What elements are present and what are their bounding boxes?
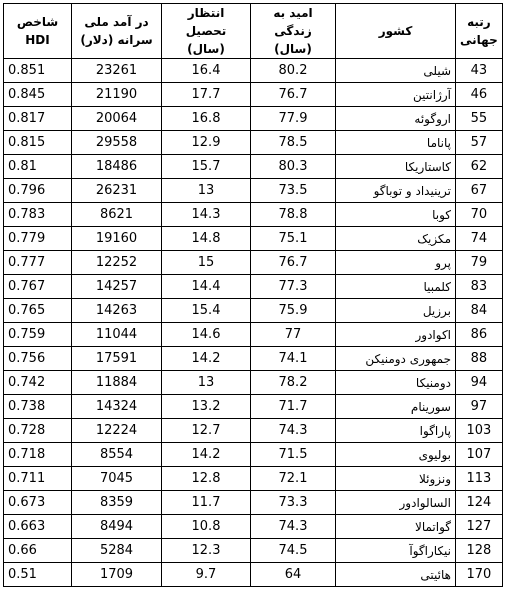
- cell-income: 8554: [72, 443, 162, 467]
- cell-hdi: 0.742: [4, 371, 72, 395]
- cell-income: 14263: [72, 299, 162, 323]
- table-row: [4, 323, 503, 347]
- table-header: [4, 4, 503, 59]
- cell-life-expectancy: 77: [251, 323, 336, 347]
- table-row: [4, 539, 503, 563]
- cell-life-expectancy: 74.3: [251, 515, 336, 539]
- table-row: [4, 107, 503, 131]
- cell-country: بولیوی: [336, 443, 456, 467]
- cell-hdi: 0.711: [4, 467, 72, 491]
- cell-hdi: 0.851: [4, 59, 72, 83]
- cell-rank: 62: [456, 155, 503, 179]
- cell-country: دومنیکا: [336, 371, 456, 395]
- cell-income: 11044: [72, 323, 162, 347]
- cell-income: 18486: [72, 155, 162, 179]
- table-row: [4, 491, 503, 515]
- cell-rank: 97: [456, 395, 503, 419]
- table-row: [4, 83, 503, 107]
- cell-hdi: 0.663: [4, 515, 72, 539]
- cell-income: 8359: [72, 491, 162, 515]
- cell-rank: 83: [456, 275, 503, 299]
- cell-hdi: 0.815: [4, 131, 72, 155]
- header-income: در آمد ملی سرانه (دلار): [72, 4, 162, 59]
- cell-life-expectancy: 76.7: [251, 251, 336, 275]
- cell-hdi: 0.718: [4, 443, 72, 467]
- cell-country: کوبا: [336, 203, 456, 227]
- cell-education-expectancy: 10.8: [162, 515, 251, 539]
- table-row: [4, 179, 503, 203]
- cell-education-expectancy: 14.6: [162, 323, 251, 347]
- cell-education-expectancy: 15: [162, 251, 251, 275]
- cell-rank: 55: [456, 107, 503, 131]
- table-row: [4, 443, 503, 467]
- header-row: [4, 4, 503, 59]
- cell-income: 26231: [72, 179, 162, 203]
- cell-rank: 57: [456, 131, 503, 155]
- table-row: [4, 467, 503, 491]
- table-row: [4, 155, 503, 179]
- cell-hdi: 0.783: [4, 203, 72, 227]
- cell-education-expectancy: 13: [162, 371, 251, 395]
- cell-rank: 46: [456, 83, 503, 107]
- cell-rank: 74: [456, 227, 503, 251]
- cell-country: سورینام: [336, 395, 456, 419]
- cell-life-expectancy: 71.5: [251, 443, 336, 467]
- cell-country: برزیل: [336, 299, 456, 323]
- cell-income: 17591: [72, 347, 162, 371]
- cell-rank: 107: [456, 443, 503, 467]
- cell-income: 21190: [72, 83, 162, 107]
- cell-life-expectancy: 80.2: [251, 59, 336, 83]
- cell-income: 5284: [72, 539, 162, 563]
- cell-life-expectancy: 64: [251, 563, 336, 587]
- cell-rank: 67: [456, 179, 503, 203]
- cell-education-expectancy: 16.4: [162, 59, 251, 83]
- cell-education-expectancy: 14.4: [162, 275, 251, 299]
- cell-country: پاراگوا: [336, 419, 456, 443]
- cell-income: 8494: [72, 515, 162, 539]
- cell-country: اروگوئه: [336, 107, 456, 131]
- cell-education-expectancy: 17.7: [162, 83, 251, 107]
- cell-education-expectancy: 12.9: [162, 131, 251, 155]
- cell-life-expectancy: 74.1: [251, 347, 336, 371]
- table-row: [4, 371, 503, 395]
- cell-life-expectancy: 73.3: [251, 491, 336, 515]
- cell-education-expectancy: 15.4: [162, 299, 251, 323]
- cell-life-expectancy: 74.5: [251, 539, 336, 563]
- cell-education-expectancy: 13: [162, 179, 251, 203]
- table-row: [4, 419, 503, 443]
- cell-education-expectancy: 9.7: [162, 563, 251, 587]
- cell-rank: 127: [456, 515, 503, 539]
- cell-rank: 124: [456, 491, 503, 515]
- cell-country: مکزیک: [336, 227, 456, 251]
- cell-country: نیکاراگوآ: [336, 539, 456, 563]
- table-row: [4, 59, 503, 83]
- cell-rank: 103: [456, 419, 503, 443]
- cell-life-expectancy: 78.5: [251, 131, 336, 155]
- cell-life-expectancy: 78.2: [251, 371, 336, 395]
- cell-income: 19160: [72, 227, 162, 251]
- table-container: [3, 3, 503, 587]
- cell-country: کاستاریکا: [336, 155, 456, 179]
- table-body: [4, 59, 503, 587]
- cell-life-expectancy: 75.9: [251, 299, 336, 323]
- table-row: [4, 347, 503, 371]
- cell-income: 7045: [72, 467, 162, 491]
- table-row: [4, 515, 503, 539]
- cell-hdi: 0.673: [4, 491, 72, 515]
- table-row: [4, 299, 503, 323]
- cell-income: 11884: [72, 371, 162, 395]
- cell-income: 23261: [72, 59, 162, 83]
- cell-hdi: 0.845: [4, 83, 72, 107]
- header-rank: رتبه جهانی: [456, 4, 503, 59]
- cell-education-expectancy: 15.7: [162, 155, 251, 179]
- cell-country: شیلی: [336, 59, 456, 83]
- cell-education-expectancy: 11.7: [162, 491, 251, 515]
- cell-hdi: 0.767: [4, 275, 72, 299]
- cell-income: 1709: [72, 563, 162, 587]
- header-country: کشور: [336, 4, 456, 59]
- cell-country: السالوادور: [336, 491, 456, 515]
- cell-hdi: 0.728: [4, 419, 72, 443]
- cell-education-expectancy: 14.3: [162, 203, 251, 227]
- header-hdi: شاخص HDI: [4, 4, 72, 59]
- cell-rank: 113: [456, 467, 503, 491]
- cell-rank: 79: [456, 251, 503, 275]
- cell-life-expectancy: 77.3: [251, 275, 336, 299]
- cell-hdi: 0.765: [4, 299, 72, 323]
- cell-income: 8621: [72, 203, 162, 227]
- cell-country: هائیتی: [336, 563, 456, 587]
- cell-country: جمهوری دومنیکن: [336, 347, 456, 371]
- header-life-expectancy: امید به زندگی (سال): [251, 4, 336, 59]
- table-row: [4, 203, 503, 227]
- cell-country: اکوادور: [336, 323, 456, 347]
- cell-education-expectancy: 12.8: [162, 467, 251, 491]
- cell-income: 29558: [72, 131, 162, 155]
- cell-country: پرو: [336, 251, 456, 275]
- cell-country: کلمبیا: [336, 275, 456, 299]
- cell-life-expectancy: 75.1: [251, 227, 336, 251]
- cell-income: 12252: [72, 251, 162, 275]
- cell-rank: 170: [456, 563, 503, 587]
- cell-hdi: 0.51: [4, 563, 72, 587]
- table-row: [4, 563, 503, 587]
- cell-rank: 128: [456, 539, 503, 563]
- cell-education-expectancy: 13.2: [162, 395, 251, 419]
- cell-life-expectancy: 73.5: [251, 179, 336, 203]
- cell-income: 20064: [72, 107, 162, 131]
- cell-education-expectancy: 12.7: [162, 419, 251, 443]
- cell-hdi: 0.759: [4, 323, 72, 347]
- cell-country: گواتمالا: [336, 515, 456, 539]
- table-row: [4, 251, 503, 275]
- cell-hdi: 0.817: [4, 107, 72, 131]
- cell-life-expectancy: 74.3: [251, 419, 336, 443]
- cell-life-expectancy: 71.7: [251, 395, 336, 419]
- cell-rank: 88: [456, 347, 503, 371]
- cell-rank: 70: [456, 203, 503, 227]
- table-row: [4, 131, 503, 155]
- cell-income: 12224: [72, 419, 162, 443]
- cell-hdi: 0.796: [4, 179, 72, 203]
- cell-rank: 84: [456, 299, 503, 323]
- table-row: [4, 275, 503, 299]
- cell-education-expectancy: 12.3: [162, 539, 251, 563]
- cell-life-expectancy: 72.1: [251, 467, 336, 491]
- cell-country: ونزوئلا: [336, 467, 456, 491]
- cell-life-expectancy: 80.3: [251, 155, 336, 179]
- cell-rank: 86: [456, 323, 503, 347]
- cell-education-expectancy: 14.8: [162, 227, 251, 251]
- cell-income: 14324: [72, 395, 162, 419]
- cell-country: پاناما: [336, 131, 456, 155]
- cell-hdi: 0.66: [4, 539, 72, 563]
- cell-hdi: 0.81: [4, 155, 72, 179]
- cell-education-expectancy: 16.8: [162, 107, 251, 131]
- cell-country: ترینیداد و توباگو: [336, 179, 456, 203]
- cell-rank: 94: [456, 371, 503, 395]
- cell-hdi: 0.777: [4, 251, 72, 275]
- cell-life-expectancy: 78.8: [251, 203, 336, 227]
- cell-hdi: 0.738: [4, 395, 72, 419]
- cell-education-expectancy: 14.2: [162, 347, 251, 371]
- table-row: [4, 395, 503, 419]
- hdi-table: [3, 3, 503, 587]
- cell-rank: 43: [456, 59, 503, 83]
- cell-hdi: 0.756: [4, 347, 72, 371]
- cell-life-expectancy: 77.9: [251, 107, 336, 131]
- cell-life-expectancy: 76.7: [251, 83, 336, 107]
- cell-education-expectancy: 14.2: [162, 443, 251, 467]
- table-row: [4, 227, 503, 251]
- cell-income: 14257: [72, 275, 162, 299]
- cell-hdi: 0.779: [4, 227, 72, 251]
- cell-country: آرژانتین: [336, 83, 456, 107]
- header-education-expectancy: انتظار تحصیل (سال): [162, 4, 251, 59]
